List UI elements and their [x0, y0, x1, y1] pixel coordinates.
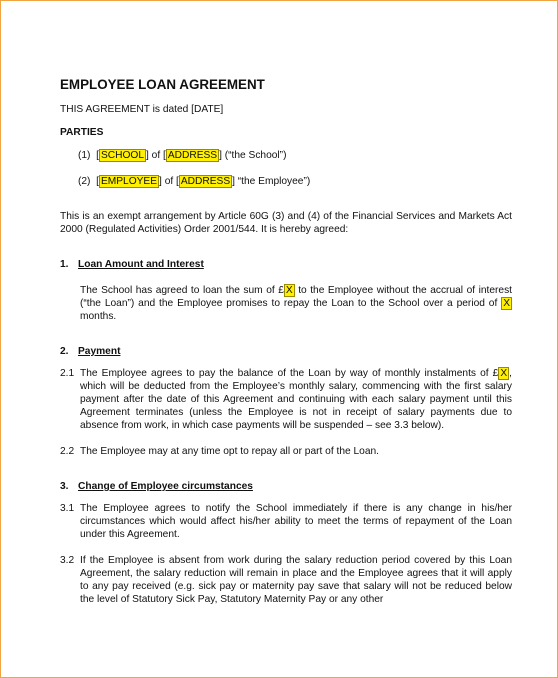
clause-text: The Employee agrees to notify the School immediately if there is any change in his/her circumstances which would affect his/her ability to meet the terms of repayment of the Loan under this Agreement. — [80, 503, 512, 540]
party-text: ] of [ — [146, 150, 166, 161]
address-field[interactable]: ADDRESS — [180, 176, 231, 187]
clause-number: 2.1 — [60, 368, 75, 379]
date-placeholder: [DATE] — [191, 104, 224, 115]
address-field[interactable]: ADDRESS — [167, 150, 218, 161]
section-3-heading — [60, 480, 512, 493]
parties-heading: PARTIES — [60, 127, 104, 138]
clause-text-part: , which will be deducted from the Employee’s monthly salary, commencing with the first salary payment after the date of this Agreement and continuing with each salary payment until this Agreement terminates (unless the Employee is not in receipt of salary payments due to absence from work, in which case payments will be suspended – see 3.3 below). — [80, 368, 512, 431]
clause-text-part: The Employee agrees to pay the balance of the Loan by way of monthly instalments of £ — [80, 368, 499, 379]
clause-2-2 — [60, 445, 512, 458]
party-text: ] of [ — [159, 176, 179, 187]
employee-field[interactable]: EMPLOYEE — [100, 176, 158, 187]
clause-3-1 — [60, 502, 512, 541]
clause-number: 3.1 — [60, 503, 75, 514]
loan-amount-field[interactable]: X — [285, 285, 293, 296]
party-text: ] (“the School”) — [219, 150, 287, 161]
party-number: (2) — [78, 176, 91, 187]
party-1 — [78, 149, 512, 162]
intro-paragraph: This is an exempt arrangement by Article 60G (3) and (4) of the Financial Services and Markets Act 2000 (Regulated Activities) Order 2001/544. It is hereby agreed: — [60, 211, 512, 235]
section-title: Loan Amount and Interest — [78, 259, 204, 270]
party-2 — [78, 175, 512, 188]
dated-prefix: THIS AGREEMENT is dated — [60, 104, 192, 115]
section-title: Change of Employee circumstances — [78, 481, 253, 492]
clause-text: The Employee may at any time opt to repay all or part of the Loan. — [80, 446, 379, 457]
party-text: ] “the Employee”) — [232, 176, 311, 187]
bracket: [ — [96, 176, 99, 187]
bracket: [ — [96, 150, 99, 161]
para-text: to the Employee without the accrual of interest (“the Loan”) and the Employee promises to repay the Loan to the School over a period of — [80, 285, 512, 309]
section-2-heading — [60, 345, 512, 358]
clause-3-2 — [60, 554, 512, 606]
section-1-heading — [60, 258, 512, 271]
section-number: 1. — [60, 259, 69, 270]
clause-number: 3.2 — [60, 555, 75, 566]
clause-number: 2.2 — [60, 446, 75, 457]
agreement-date-line — [60, 103, 512, 116]
section-1-paragraph — [80, 284, 512, 323]
months-field[interactable]: X — [503, 298, 510, 309]
section-number: 2. — [60, 346, 69, 357]
section-title: Payment — [78, 346, 121, 357]
para-text: The School has agreed to loan the sum of £ — [80, 285, 284, 296]
clause-text — [80, 367, 512, 432]
party-number: (1) — [78, 150, 91, 161]
document-title: EMPLOYEE LOAN AGREEMENT — [60, 77, 265, 92]
school-field[interactable]: SCHOOL — [100, 150, 144, 161]
para-text: months. — [80, 311, 117, 322]
clause-text: If the Employee is absent from work during the salary reduction period covered by this Loan Agreement, the salary reduction will remain in place and the Employee agrees that it will apply to any pay received (e.g. sick pay or maternity pay save that salary will not be reduced below the level of Statutory Sick Pay, Statutory Maternity Pay or any other — [80, 555, 512, 605]
document-page — [60, 78, 512, 606]
clause-2-1 — [60, 367, 512, 432]
section-number: 3. — [60, 481, 69, 492]
instalment-field[interactable]: X — [500, 368, 508, 379]
